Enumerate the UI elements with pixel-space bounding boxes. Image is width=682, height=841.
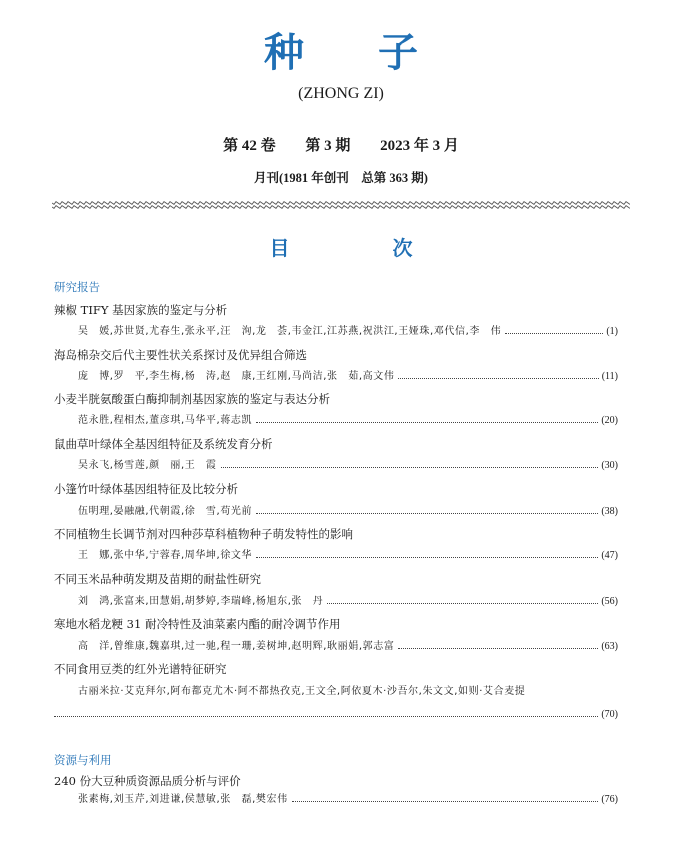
article-authors: 伍明理,晏融融,代朝霞,徐 雪,苟光前 [78,506,253,517]
article-page: (30) [601,460,618,471]
section-label-resources: 资源与利用 [54,753,112,767]
article-page: (76) [601,794,618,805]
article-title[interactable]: 不同玉米品种萌发期及苗期的耐盐性研究 [54,572,261,586]
volume: 第 42 卷 [223,138,276,154]
toc-heading: 目 次 [269,236,461,260]
article-authors-row [78,413,618,429]
monthly-info: 月刊(1981 年创刊 总第 363 期) [254,171,428,185]
dot-leader [327,603,598,604]
article-authors: 庞 博,罗 平,李生梅,杨 涛,赵 康,王红刚,马尚洁,张 茹,高文伟 [78,371,395,382]
article-title[interactable]: 寒地水稻龙粳 31 耐冷特性及油菜素内酯的耐冷调节作用 [54,617,341,631]
dot-leader [398,378,598,379]
section-label-research: 研究报告 [54,280,100,294]
dot-leader [398,648,598,649]
article-authors-row [78,324,618,340]
article-authors: 张素梅,刘玉芹,刘进谦,侯慧敏,张 磊,樊宏伟 [78,794,288,805]
article-authors-row [78,594,618,610]
article-authors: 王 娜,张中华,宁蓉春,周华坤,徐文华 [78,550,253,561]
article-authors-row [78,792,618,808]
article-page: (1) [606,326,618,337]
article-authors: 范永胜,程相杰,董彦琪,马华平,蒋志凯 [78,415,253,426]
article-page: (63) [601,641,618,652]
article-title[interactable]: 不同植物生长调节剂对四种莎草科植物种子萌发特性的影响 [54,527,353,541]
article-authors: 刘 鸿,张富来,田慧娟,胡梦婷,李瑞峰,杨旭东,张 丹 [78,596,324,607]
article-authors: 古丽米拉·艾克拜尔,阿布都克尤木·阿不都热孜克,王文全,阿依夏木·沙吾尔,朱文文,如则·艾合麦提 [78,686,526,697]
article-page: (56) [601,596,618,607]
article-authors-row [78,504,618,520]
article-authors-row [78,458,618,474]
article-page: (38) [601,506,618,517]
dot-leader [256,422,598,423]
article-page: (20) [601,415,618,426]
article-authors-row [78,639,618,655]
wavy-divider [52,200,630,210]
issue-date: 2023 年 3 月 [380,138,459,154]
journal-pinyin: (ZHONG ZI) [298,85,384,102]
dot-leader [54,716,598,717]
article-authors: 吴 媛,苏世贤,尤春生,张永平,汪 洵,龙 荟,韦金江,江苏燕,祝洪江,王娅珠,邓代信,李 伟 [78,326,502,337]
article-title[interactable]: 不同食用豆类的红外光谱特征研究 [54,662,227,676]
article-page: (47) [601,550,618,561]
article-authors: 吴永飞,杨雪莲,颜 丽,王 霞 [78,460,217,471]
article-title[interactable]: 鼠曲草叶绿体全基因组特征及系统发育分析 [54,437,273,451]
article-title[interactable]: 辣椒 TIFY 基因家族的鉴定与分析 [54,303,228,317]
journal-title: 种 子 [264,30,448,76]
article-title[interactable]: 小麦半胱氨酸蛋白酶抑制剂基因家族的鉴定与表达分析 [54,392,330,406]
issue-number: 第 3 期 [305,138,351,154]
article-page: (11) [601,371,618,382]
issue-line [0,136,682,156]
article-title[interactable]: 小篷竹叶绿体基因组特征及比较分析 [54,482,238,496]
article-title[interactable]: 海岛棉杂交后代主要性状关系探讨及优异组合筛选 [54,348,307,362]
dot-leader [221,467,599,468]
article-authors: 高 洋,曾维康,魏嘉琪,过一驰,程一珊,姜树坤,赵明辉,耿丽娟,郭志富 [78,641,395,652]
article-title[interactable]: 240 份大豆种质资源品质分析与评价 [54,774,241,788]
article-authors-row [78,369,618,385]
dot-leader [505,333,603,334]
dot-leader [256,557,598,558]
article-page: (70) [601,709,618,720]
dot-leader [292,801,599,802]
article-authors-row [78,548,618,564]
dot-leader [256,513,598,514]
article-authors-row [54,707,618,723]
